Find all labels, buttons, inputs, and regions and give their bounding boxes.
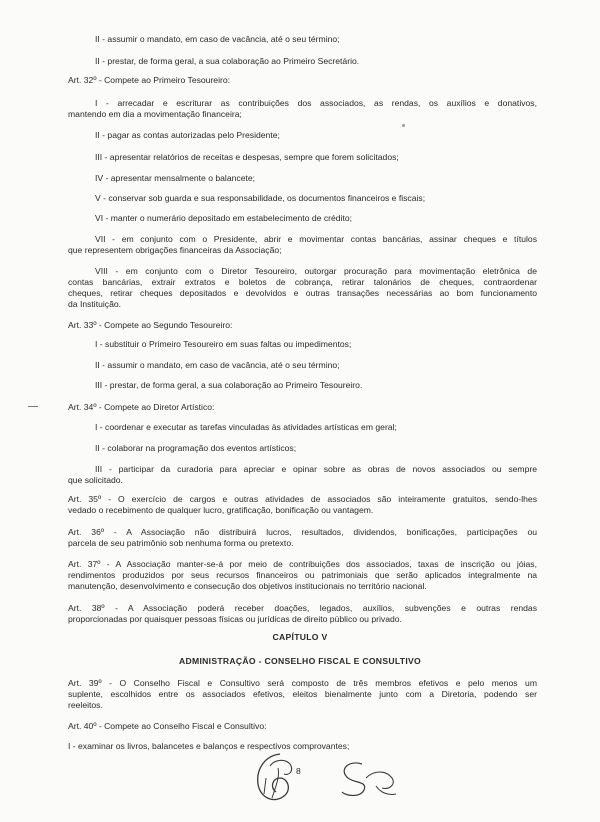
text-line: III - participar da curadoria para apreciar e opinar sobre as obras de novos associados ou sempre <box>95 464 537 474</box>
article-heading: Art. 32º - Compete ao Primeiro Tesoureiro: <box>68 75 231 85</box>
text-line: I - coordenar e executar as tarefas vinculadas às atividades artísticas em geral; <box>95 422 397 432</box>
text-line: III - prestar, de forma geral, a sua colaboração ao Primeiro Tesoureiro. <box>95 380 363 390</box>
text-line: manutenção, desenvolvimento e consecução dos objetivos institucionais no território nacional. <box>68 581 427 591</box>
signature-initial-left <box>250 748 302 806</box>
text-line: I - examinar os livros, balancetes e balanços e respectivos comprovantes; <box>68 741 350 751</box>
text-line: proporcionadas por quaisquer pessoas físicas ou jurídicas de direito público ou privado. <box>68 614 402 624</box>
text-line: II - assumir o mandato, em caso de vacância, até o seu término; <box>95 34 340 44</box>
text-line: IV - apresentar mensalmente o balancete; <box>95 173 256 183</box>
text-line: suplente, escolhidos entre os associados efetivos, eleitos bienalmente junto com a Diretoria, podendo ser <box>68 689 537 699</box>
text-line: da Instituição. <box>68 299 122 309</box>
text-line: Art. 39º - O Conselho Fiscal e Consultivo será composto de três membros efetivos e pelo menos um <box>68 678 537 688</box>
text-line: contas bancárias, extrair extratos e boletos de cobrança, retirar talonários de cheques, contraordenar <box>68 277 537 287</box>
text-line: parcela de seu patrimônio sob nenhuma forma ou pretexto. <box>68 538 294 548</box>
text-line: VI - manter o numerário depositado em estabelecimento de crédito; <box>95 213 352 223</box>
chapter-title: CAPÍTULO V <box>272 632 328 642</box>
text-line: VII - em conjunto com o Presidente, abrir e movimentar contas bancárias, assinar cheques e títulos <box>95 234 537 244</box>
text-line: II - assumir o mandato, em caso de vacância, até o seu término; <box>95 360 340 370</box>
page-number: 8 <box>296 766 301 776</box>
text-line: I - arrecadar e escriturar as contribuições dos associados, as rendas, os auxílios e donativos, <box>95 98 537 108</box>
text-line: V - conservar sob guarda e sua responsabilidade, os documentos financeiros e fiscais; <box>95 193 426 203</box>
text-line: reeleitos. <box>68 700 103 710</box>
text-line: Art. 36º - A Associação não distribuirá lucros, resultados, dividendos, bonificações, participações ou <box>68 527 537 537</box>
scan-mark <box>28 406 38 411</box>
text-line: II - pagar as contas autorizadas pelo Presidente; <box>95 130 280 140</box>
text-line: mantendo em dia a movimentação financeira; <box>68 109 242 119</box>
section-title: ADMINISTRAÇÃO - CONSELHO FISCAL E CONSULTIVO <box>178 656 422 666</box>
text-line: Art. 38º - A Associação poderá receber doações, legados, auxílios, subvenções e outras rendas <box>68 603 537 613</box>
text-line: cheques, retirar cheques depositados e devolvidos e outras transações necessárias ao bom funcionamento <box>68 288 537 298</box>
signature-initial-right <box>336 756 400 802</box>
text-line: rendimentos produzidos por seus recursos financeiros ou patrimoniais que serão aplicados integralmente na <box>68 570 537 580</box>
article-heading: Art. 33º - Compete ao Segundo Tesoureiro: <box>68 320 233 330</box>
text-line: que solicitado. <box>68 475 123 485</box>
text-line: I - substituir o Primeiro Tesoureiro em suas faltas ou impedimentos; <box>95 339 352 349</box>
text-line: II - prestar, de forma geral, a sua colaboração ao Primeiro Secretário. <box>95 56 360 66</box>
text-line: III - apresentar relatórios de receitas e despesas, sempre que forem solicitados; <box>95 152 399 162</box>
article-heading: Art. 40º - Compete ao Conselho Fiscal e Consultivo: <box>68 721 267 731</box>
text-line: II - colaborar na programação dos eventos artísticos; <box>95 443 297 453</box>
text-line: vedado o recebimento de qualquer lucro, gratificação, bonificação ou vantagem. <box>68 505 374 515</box>
text-line: VIII - em conjunto com o Diretor Tesoureiro, outorgar procuração para movimentação eletrônica de <box>95 266 537 276</box>
scan-speck <box>402 124 405 127</box>
text-line: Art. 35º - O exercício de cargos e outras atividades de associados são inteiramente gratuitos, sendo-lhes <box>68 494 537 504</box>
text-line: que representem obrigações financeiras da Associação; <box>68 245 282 255</box>
text-line: Art. 37º - A Associação manter-se-á por meio de contribuições dos associados, taxas de inscrição ou jóias, <box>68 559 537 569</box>
article-heading: Art. 34º - Compete ao Diretor Artístico: <box>68 402 215 412</box>
